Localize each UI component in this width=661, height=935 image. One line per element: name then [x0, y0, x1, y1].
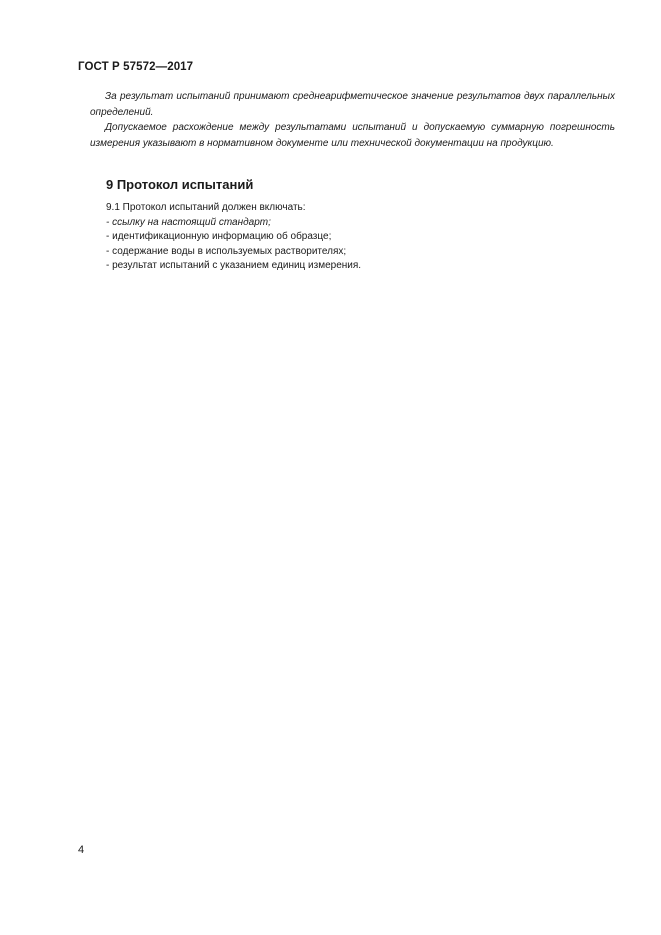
document-code-header: ГОСТ Р 57572—2017 [78, 61, 194, 73]
paragraph-text: За результат испытаний принимают среднеарифметическое значение результатов двух параллельных определений. [90, 91, 615, 118]
list-item: - идентификационную информацию об образце; [106, 231, 332, 242]
page-number: 4 [78, 844, 85, 856]
list-intro: 9.1 Протокол испытаний должен включать: [106, 202, 306, 213]
section-title: 9 Протокол испытаний [106, 177, 254, 192]
result-definition-paragraph [90, 89, 615, 120]
list-item: - результат испытаний с указанием единиц измерения. [106, 260, 362, 271]
list-item: - содержание воды в используемых растворителях; [106, 245, 347, 257]
tolerance-paragraph [90, 120, 615, 151]
paragraph-text: Допускаемое расхождение между результатами испытаний и допускаемую суммарную погрешность измерения указывают в нормативном документе или технической документации на продукцию. [90, 122, 615, 149]
protocol-requirements-list [106, 201, 361, 274]
list-item: - ссылку на настоящий стандарт; [106, 216, 271, 228]
